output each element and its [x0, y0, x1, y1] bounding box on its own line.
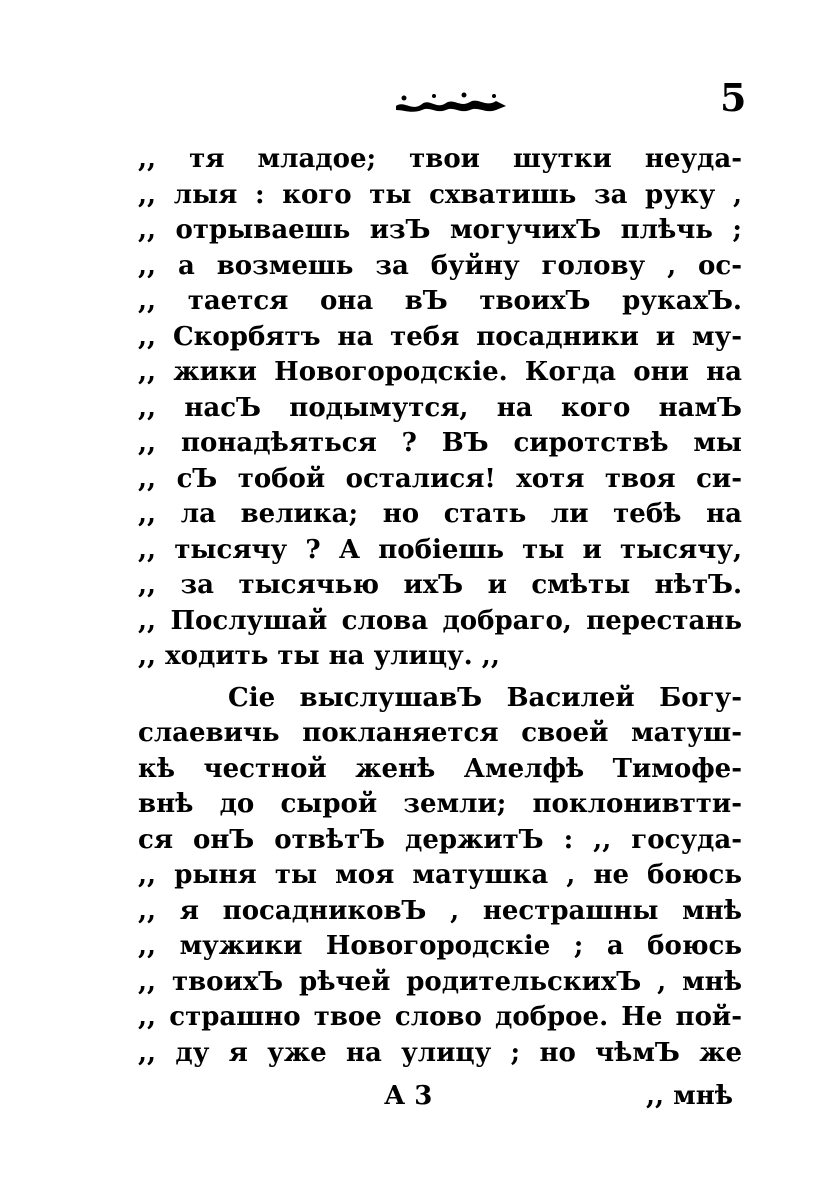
text-line: ся онЪ отвѣтЪ держитЪ : ,, госуда- — [138, 824, 742, 855]
page-number: 5 — [720, 75, 747, 120]
text-line: ,, рыня ты моя матушка , не боюсь — [138, 860, 742, 890]
text-line: ,, я посадниковЪ , нестрашны мнѣ — [138, 895, 742, 926]
text-line: ,, за тысячью ихЪ и смѣты нѣтЪ. — [138, 570, 742, 600]
text-line: ,, жики Новогородскіе. Когда они на — [138, 357, 742, 387]
text-block — [138, 142, 742, 1071]
catchword: ,, мнѣ — [646, 1081, 734, 1111]
text-line: ,, Послушай слова добраго, перестань — [138, 605, 742, 636]
text-line: ,, а возмешь за буйну голову , ос- — [138, 250, 742, 281]
paragraph-2 — [138, 681, 742, 1072]
text-line: внѣ до сырой земли; поклонивтти- — [138, 789, 742, 819]
text-line: ,, лыя : кого ты схватишь за руку , — [138, 179, 742, 210]
text-line: Сіе выслушавЪ Василей Богу- — [228, 682, 742, 713]
head-ornament-icon — [394, 90, 510, 116]
text-line: ,, мужики Новогородскіе ; а боюсь — [138, 931, 742, 961]
text-line: ,, твоихЪ рѣчей родительскихЪ , мнѣ — [138, 966, 742, 997]
text-line: ,, насЪ подымутся, на кого намЪ — [138, 392, 742, 423]
text-line: ,, понадѣяться ? ВЪ сиротствѣ мы — [138, 428, 742, 458]
text-line: ,, ла велика; но стать ли тебѣ на — [138, 499, 742, 529]
text-line: ,, Скорбятъ на тебя посадники и му- — [138, 321, 742, 352]
text-line: ,, отрываешь изЪ могучихЪ плѣчь ; — [138, 215, 742, 245]
text-line: ,, тается она вЪ твоихЪ рукахЪ. — [138, 286, 742, 316]
text-line: ,, ду я уже на улицу ; но чѣмЪ же — [138, 1037, 742, 1068]
page-footer — [0, 1076, 840, 1116]
text-line: кѣ честной женѣ Амелфѣ Тимофе- — [138, 753, 742, 784]
paragraph-1 — [138, 142, 742, 675]
text-line: ,, тысячу ? А побіешь ты и тысячу, — [138, 534, 742, 565]
text-line: ,, сЪ тобой осталися! хотя твоя си- — [138, 463, 742, 494]
text-line: ,, тя младое; твои шутки неуда- — [138, 144, 742, 174]
signature-mark: А 3 — [384, 1081, 433, 1111]
text-line: слаевичь покланяется своей матуш- — [138, 718, 742, 748]
text-line: ,, страшно твое слово доброе. Не пой- — [138, 1002, 742, 1032]
text-line: ,, ходить ты на улицу. ,, — [138, 641, 500, 671]
